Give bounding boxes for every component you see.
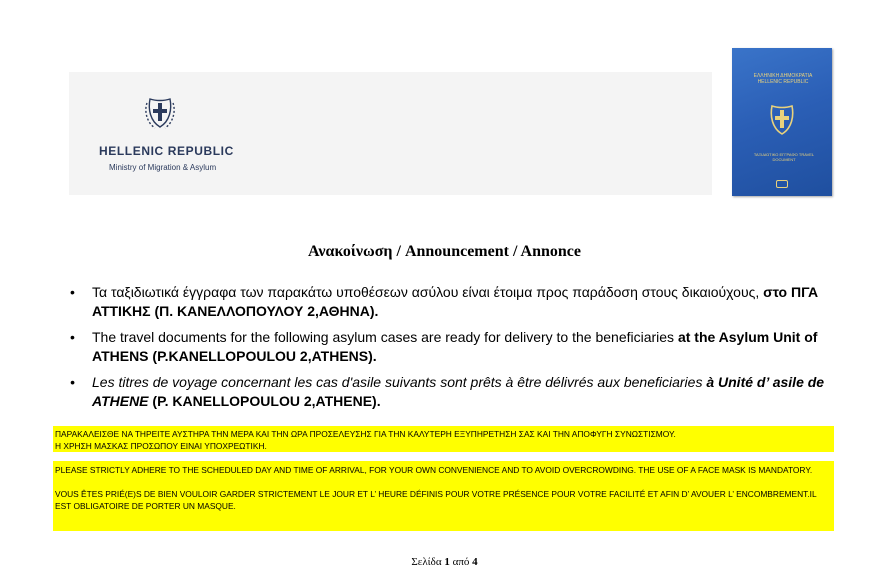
list-item-location: στο ΠΓΑ ΑΤΤΙΚΗΣ (Π. ΚΑΝΕΛΛΟΠΟΥΛΟΥ 2,ΑΘΗΝΑ). xyxy=(92,284,819,319)
passport-chip-icon xyxy=(776,180,788,188)
notice-greek-line2: Η ΧΡΗΣΗ ΜΑΣΚΑΣ ΠΡΟΣΩΠΟΥ ΕΙΝΑΙ ΥΠΟΧΡΕΩΤΙΚΗ. xyxy=(55,441,267,451)
org-name: HELLENIC REPUBLIC xyxy=(99,144,234,158)
list-item-english xyxy=(62,328,842,366)
list-item-location: at the Asylum Unit of ATHENS (P.KANELLOPOULOU 2,ATHENS). xyxy=(92,329,818,364)
list-item-french xyxy=(62,373,842,411)
list-item-address: (P. KANELLOPOULOU 2,ATHENE). xyxy=(148,393,381,409)
notice-en-fr xyxy=(53,461,834,531)
list-item-text: The travel documents for the following asylum cases are ready for delivery to the beneficiaries xyxy=(92,329,678,345)
list-item-greek xyxy=(62,283,842,321)
notice-french: VOUS ÊTES PRIÉ(E)S DE BIEN VOULOIR GARDER STRICTEMENT LE JOUR ET L’ HEURE DÉFINIS POUR VOTRE PRÉSENCE POUR VOTRE FACILITÉ ET AFIN D’ AVOUER L’ ENCOMBREMENT.IL EST OBLIGATOIRE DE PORTER UN MASQUE. xyxy=(55,489,817,511)
passport-emblem-icon xyxy=(764,98,800,138)
page-number-mid: από xyxy=(449,556,473,568)
org-subtitle: Ministry of Migration & Asylum xyxy=(109,163,217,172)
letterhead xyxy=(69,72,712,195)
passport-image xyxy=(732,48,832,196)
page-number-prefix: Σελίδα xyxy=(411,556,445,568)
list-item-location: à Unité d’ asile de ATHENE xyxy=(92,374,825,409)
list-item-text: Τα ταξιδιωτικά έγγραφα των παρακάτω υποθέσεων ασύλου είναι έτοιμα προς παράδοση στους δικαιούχους, xyxy=(92,284,764,300)
page-current: 1 xyxy=(444,556,450,568)
notice-greek xyxy=(53,426,834,452)
announcement-list xyxy=(62,283,842,418)
passport-bottom-text: ΤΑΞΙΔΙΩΤΙΚΟ ΕΓΓΡΑΦΟ TRAVEL DOCUMENT xyxy=(753,152,815,162)
page-number xyxy=(0,556,889,568)
page-total: 4 xyxy=(472,556,478,568)
list-item-text: Les titres de voyage concernant les cas d'asile suivants sont prêts à être délivrés aux beneficiaries xyxy=(92,374,707,390)
notice-english: PLEASE STRICTLY ADHERE TO THE SCHEDULED DAY AND TIME OF ARRIVAL, FOR YOUR OWN CONVENIENCE AND TO AVOID OVERCROWDING. THE USE OF A FACE MASK IS MANDATORY. xyxy=(55,465,813,475)
notice-greek-line1: ΠΑΡΑΚΑΛΕΙΣΘΕ ΝΑ ΤΗΡΕΙΤΕ ΑΥΣΤΗΡΑ ΤΗΝ ΜΕΡΑ ΚΑΙ ΤΗΝ ΩΡΑ ΠΡΟΣΕΛΕΥΣΗΣ ΓΙΑ ΤΗΝ ΚΑΛΥΤΕΡΗ ΕΞΥΠΗΡΕΤΗΣΗ ΣΑΣ ΚΑΙ ΤΗΝ ΑΠΟΦΥΓΗ ΣΥΝΩΣΤΙΣΜΟΥ. xyxy=(55,429,676,439)
page-title: Ανακοίνωση / Announcement / Annonce xyxy=(308,243,581,260)
greek-coat-of-arms-icon xyxy=(142,91,178,131)
passport-top-text: ΕΛΛΗΝΙΚΗ ΔΗΜΟΚΡΑΤΙΑ HELLENIC REPUBLIC xyxy=(753,73,813,85)
